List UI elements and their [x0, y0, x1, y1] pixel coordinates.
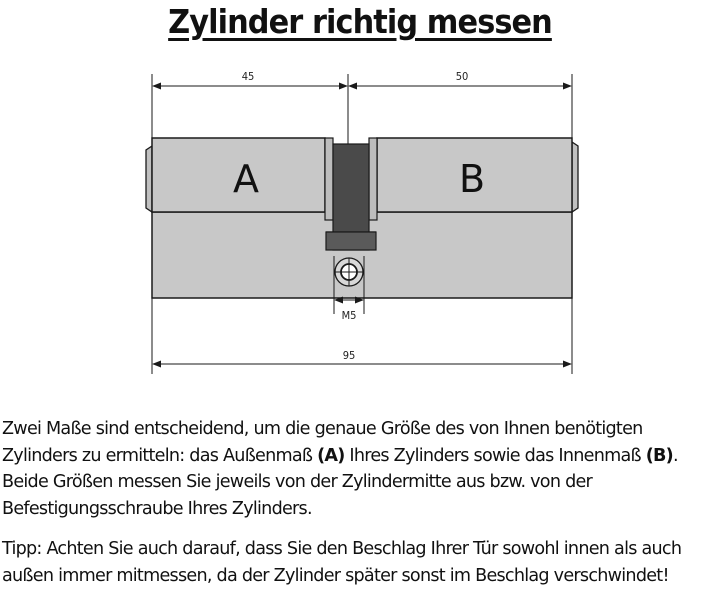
explanation-paragraph — [2, 416, 718, 522]
explanation-text-1: Zwei Maße sind entscheidend, um die genaue Größe des von Ihnen benötigten Zylinders zu ermitteln: das Außenmaß — [2, 419, 643, 466]
explanation-text-3: . Beide Größen messen Sie jeweils von der Zylindermitte aus bzw. von der Befestigungsschraube Ihres Zylinders. — [2, 445, 678, 519]
explanation-b: (B) — [645, 445, 673, 466]
explanation-text-2: Ihres Zylinders sowie das Innenmaß — [344, 445, 646, 466]
collar-right — [369, 138, 377, 220]
cylinder-diagram — [0, 60, 720, 380]
dimension-label-45: 45 — [241, 70, 255, 83]
dimension-label-95: 95 — [342, 349, 356, 362]
dimension-label-50: 50 — [455, 70, 469, 83]
label-b: B — [458, 157, 486, 201]
cylinder-right-cap — [572, 142, 578, 212]
explanation-a: (A) — [317, 445, 345, 466]
page-title: Zylinder richtig messen — [168, 2, 552, 41]
dimension-label-m5: M5 — [341, 309, 357, 322]
cylinder-left-cap — [146, 146, 152, 212]
collar-left — [325, 138, 333, 220]
cylinder-diagram-svg — [0, 60, 720, 380]
label-a: A — [233, 157, 259, 201]
cam-base — [326, 232, 376, 250]
tip-paragraph: Tipp: Achten Sie auch darauf, dass Sie den Beschlag Ihrer Tür sowohl innen als auch außen immer mitmessen, da der Zylinder später sonst im Beschlag verschwindet! — [2, 539, 682, 586]
